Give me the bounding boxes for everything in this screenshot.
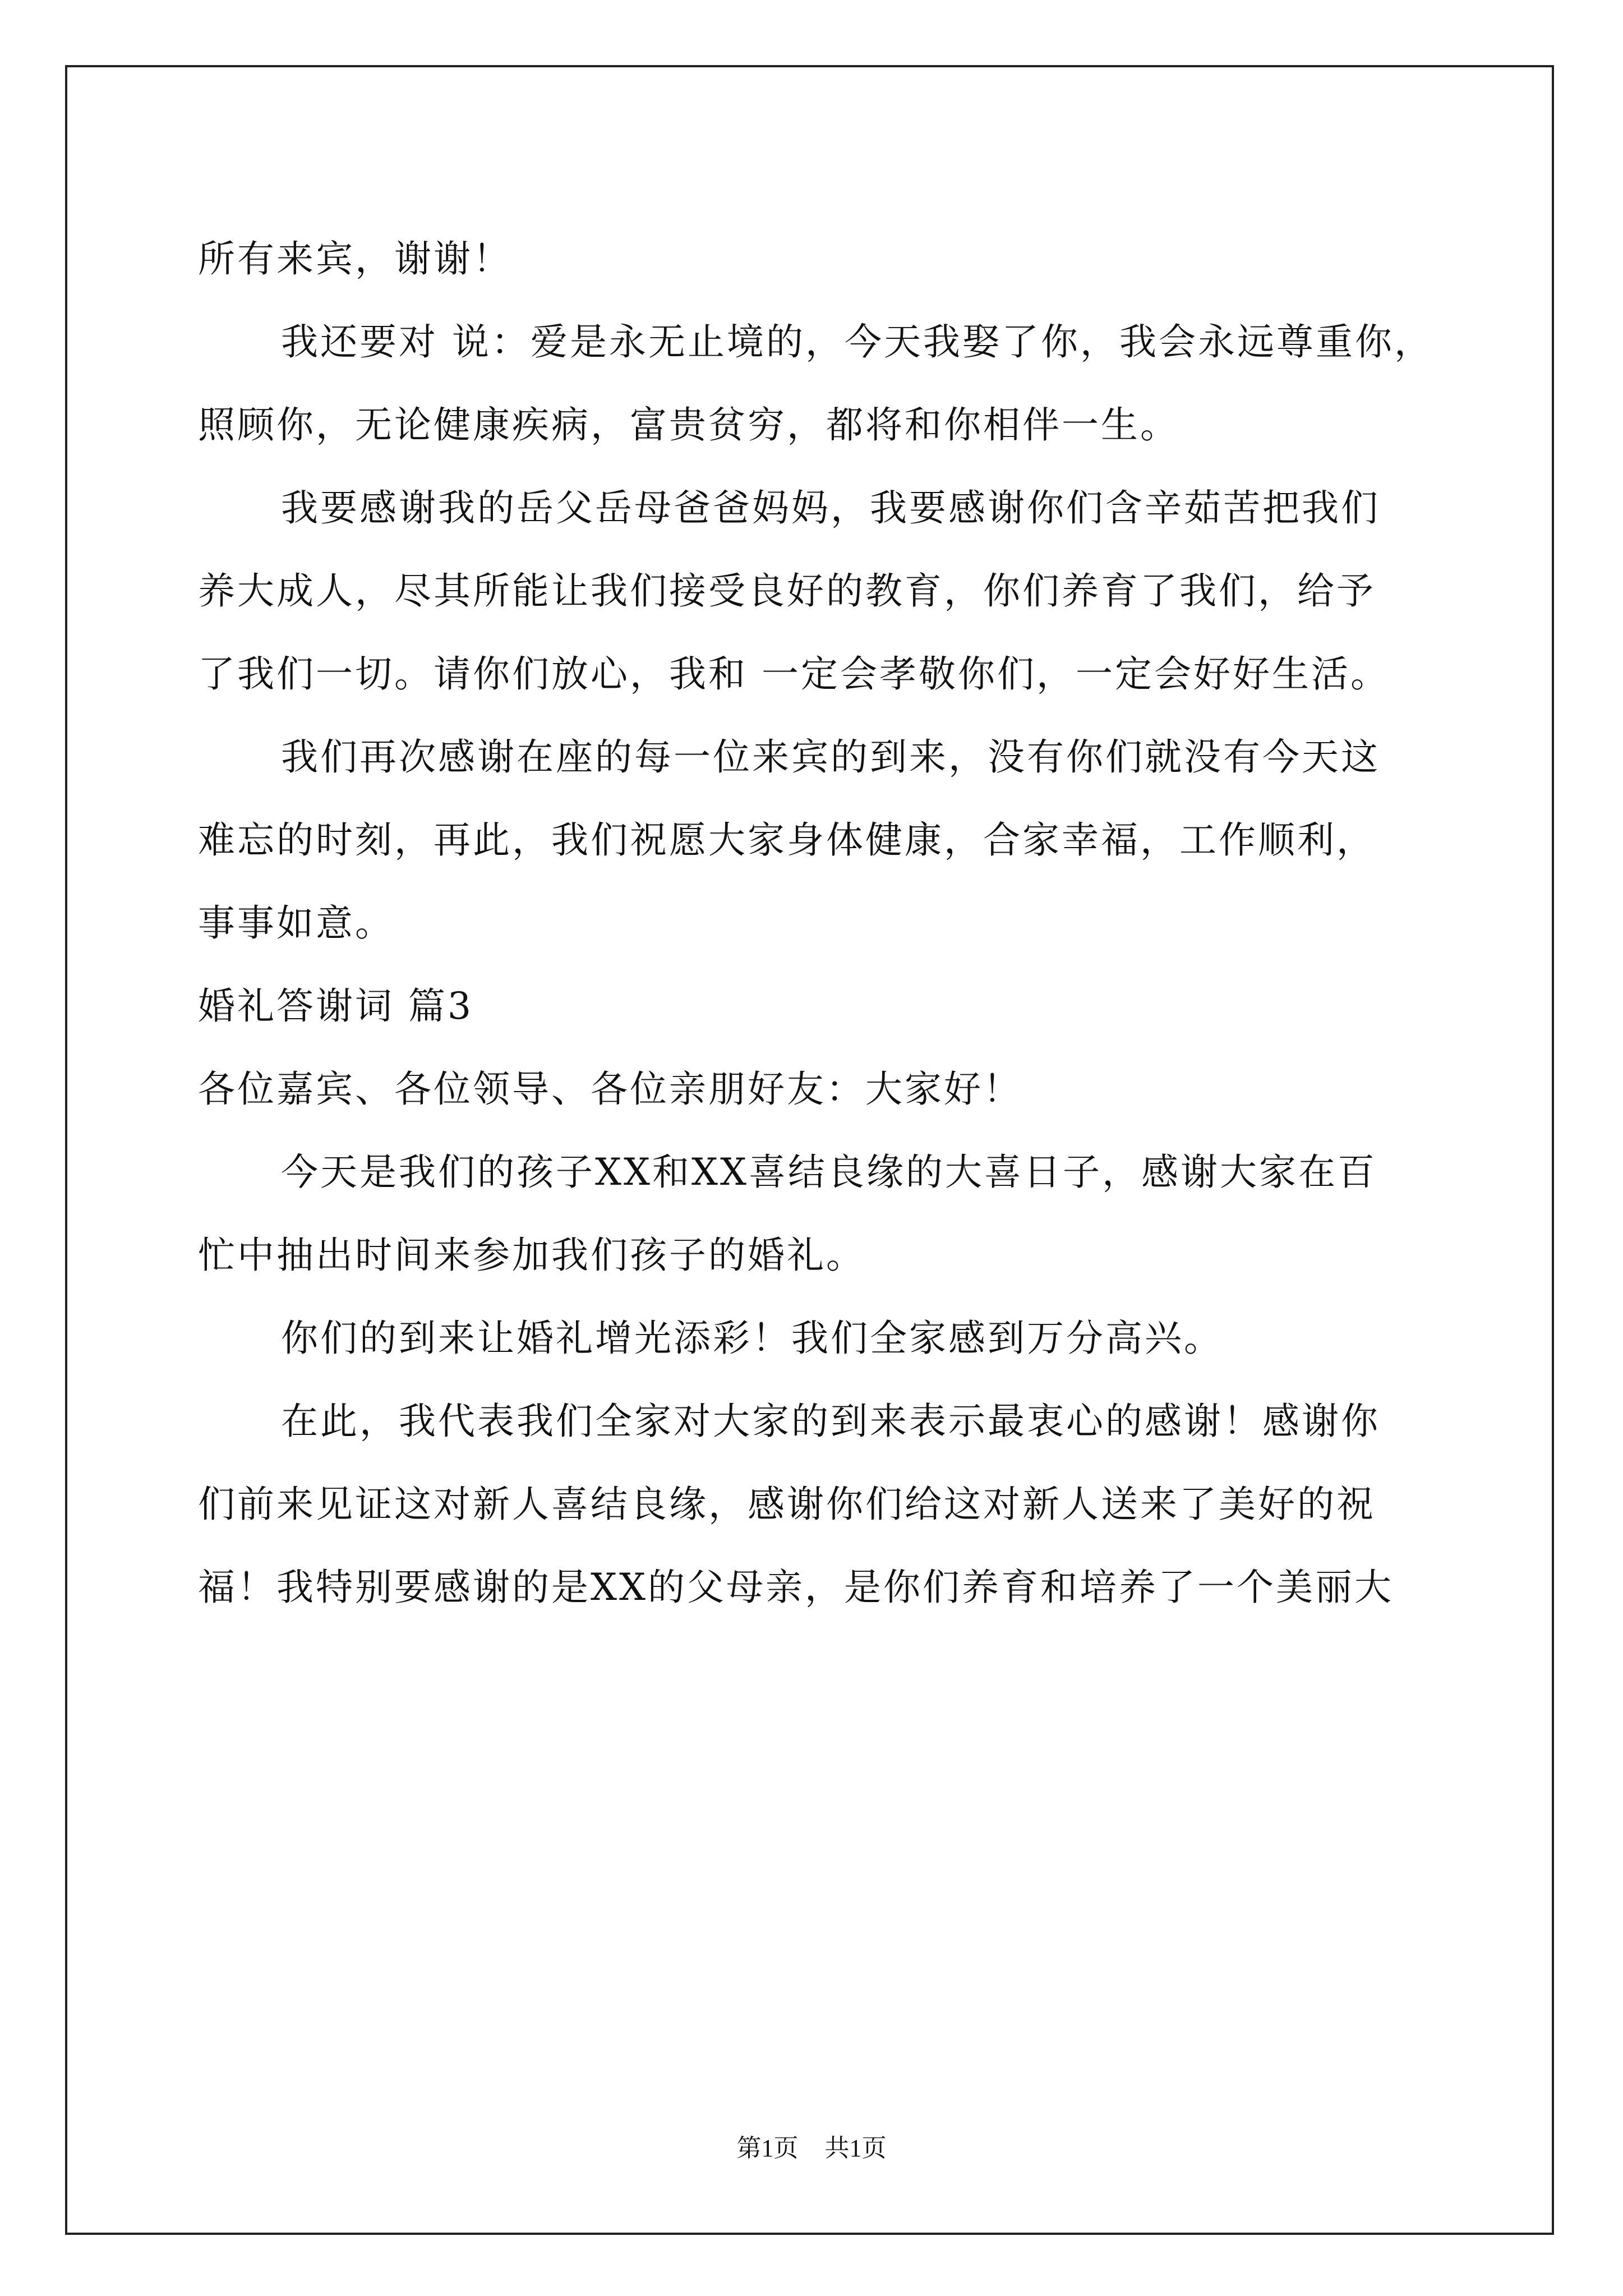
text-line: 今天是我们的孩子XX和XX喜结良缘的大喜日子，感谢大家在百 bbox=[281, 1151, 1377, 1194]
text-line: 们前来见证这对新人喜结良缘，感谢你们给这对新人送来了美好的祝 bbox=[198, 1483, 1376, 1526]
section-heading: 婚礼答谢词 篇3 bbox=[198, 984, 473, 1028]
page-footer bbox=[0, 2132, 1623, 2165]
text-line: 难忘的时刻，再此，我们祝愿大家身体健康，合家幸福，工作顺利， bbox=[198, 818, 1376, 862]
text-line: 在此，我代表我们全家对大家的到来表示最衷心的感谢！感谢你 bbox=[281, 1400, 1380, 1443]
text-line: 我要感谢我的岳父岳母爸爸妈妈，我要感谢你们含辛茹苦把我们 bbox=[281, 486, 1380, 530]
text-line: 福！我特别要感谢的是XX的父母亲，是你们养育和培养了一个美丽大 bbox=[198, 1566, 1394, 1609]
salutation-line: 各位嘉宾、各位领导、各位亲朋好友：大家好！ bbox=[198, 1068, 1022, 1111]
text-line: 事事如意。 bbox=[198, 901, 394, 945]
text-line: 我们再次感谢在座的每一位来宾的到来，没有你们就没有今天这 bbox=[281, 735, 1380, 779]
text-line: 所有来宾，谢谢！ bbox=[198, 237, 512, 280]
page-total: 共1页 bbox=[824, 2134, 887, 2162]
text-line: 了我们一切。请你们放心，我和 一定会孝敬你们，一定会好好生活。 bbox=[198, 652, 1390, 696]
text-line: 照顾你，无论健康疾病，富贵贫穷，都将和你相伴一生。 bbox=[198, 403, 1179, 447]
text-line: 我还要对 说：爱是永无止境的，今天我娶了你，我会永远尊重你， bbox=[281, 320, 1433, 364]
page-number: 第1页 bbox=[736, 2134, 799, 2162]
text-line: 忙中抽出时间来参加我们孩子的婚礼。 bbox=[198, 1234, 865, 1277]
text-line: 你们的到来让婚礼增光添彩！我们全家感到万分高兴。 bbox=[281, 1317, 1223, 1360]
text-line: 养大成人，尽其所能让我们接受良好的教育，你们养育了我们，给予 bbox=[198, 569, 1376, 613]
document-body bbox=[198, 218, 1432, 1629]
